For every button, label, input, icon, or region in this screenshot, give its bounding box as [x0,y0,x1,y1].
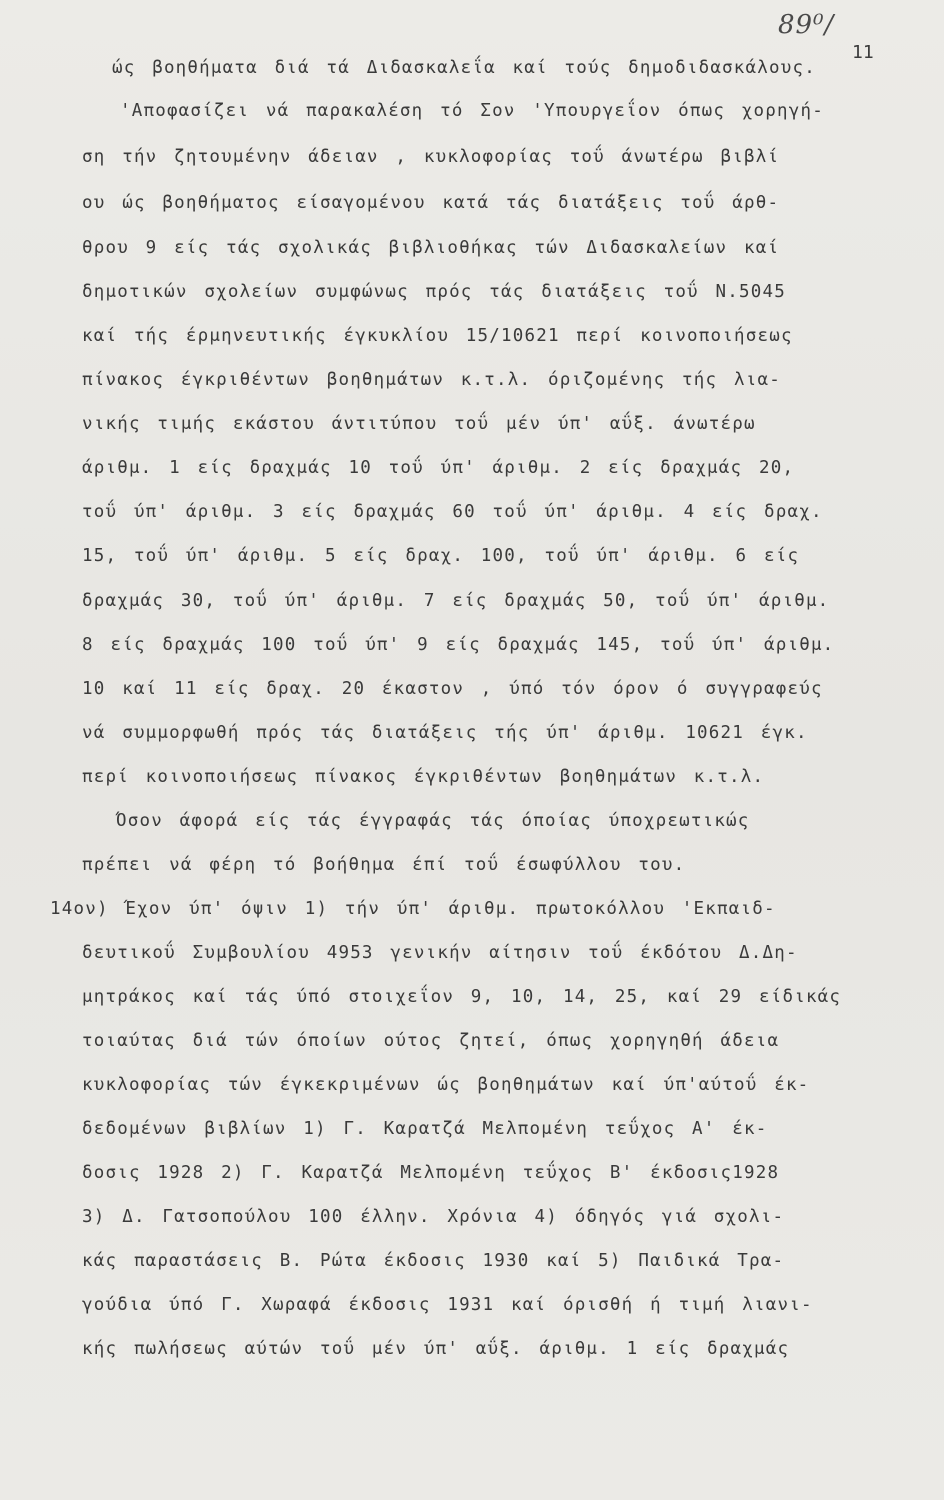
text-line: κυκλοφορίας τών έγκεκριμένων ώς βοηθημάτων καί ύπ'αύτοΰ έκ- [82,1075,810,1095]
text-line: νά συμμορφωθή πρός τάς διατάξεις τής ύπ' άριθμ. 10621 έγκ. [82,723,808,743]
text-line: πρέπει νά φέρη τό βοήθημα έπί τοΰ έσωφύλλου του. [82,855,686,875]
text-line: Όσον άφορά είς τάς έγγραφάς τάς όποίας ύποχρεωτικώς [116,811,750,831]
text-line: περί κοινοποιήσεως πίνακος έγκριθέντων βοηθημάτων κ.τ.λ. [82,767,765,787]
text-line: γούδια ύπό Γ. Χωραφά έκδοσις 1931 καί όρισθή ή τιμή λιανι- [82,1295,813,1315]
text-line: δοσις 1928 2) Γ. Καρατζά Μελπομένη τεΰχος Β' έκδοσις1928 [82,1163,780,1183]
text-line: τοΰ ύπ' άριθμ. 3 είς δραχμάς 60 τοΰ ύπ' άριθμ. 4 είς δραχ. [82,502,823,522]
text-line: δεδομένων βιβλίων 1) Γ. Καρατζά Μελπομένη τεΰχος Α' έκ- [82,1119,768,1139]
text-line: τοιαύτας διά τών όποίων ούτος ζητεί, όπως χορηγηθή άδεια [82,1031,780,1051]
text-line: νικής τιμής εκάστου άντιτύπου τοΰ μέν ύπ' αΰξ. άνωτέρω [82,414,756,434]
text-line: ου ώς βοηθήματος είσαγομένου κατά τάς διατάξεις τοΰ άρθ- [82,193,780,213]
text-line: δημοτικών σχολείων συμφώνως πρός τάς διατάξεις τοΰ Ν.5045 [82,282,786,302]
text-line: μητράκος καί τάς ύπό στοιχεΐον 9, 10, 14, 25, καί 29 είδικάς [82,987,842,1007]
handwritten-folio-number: 89⁰/ [778,10,835,40]
text-line: δραχμάς 30, τοΰ ύπ' άριθμ. 7 είς δραχμάς 50, τοΰ ύπ' άριθμ. [82,591,830,611]
text-line: 'Αποφασίζει νά παρακαλέση τό Σον 'Υπουργεΐον όπως χορηγή- [120,101,824,121]
text-line: κάς παραστάσεις Β. Ρώτα έκδοσις 1930 καί 5) Παιδικά Τρα- [82,1251,785,1271]
text-line: θρου 9 είς τάς σχολικάς βιβλιοθήκας τών Διδασκαλείων καί [82,238,780,258]
text-line: ώς βοηθήματα διά τά Διδασκαλεΐα καί τούς δημοδιδασκάλους. [112,58,816,78]
text-line: 10 καί 11 είς δραχ. 20 έκαστον , ύπό τόν όρον ό συγγραφεύς [82,679,823,699]
text-line: πίνακος έγκριθέντων βοηθημάτων κ.τ.λ. όριζομένης τής λια- [82,370,781,390]
text-line: δευτικοΰ Συμβουλίου 4953 γενικήν αίτησιν τοΰ έκδότου Δ.Δη- [82,943,798,963]
text-line: 15, τοΰ ύπ' άριθμ. 5 είς δραχ. 100, τοΰ ύπ' άριθμ. 6 είς [82,546,800,566]
text-line: 14ον) Έχον ύπ' όψιν 1) τήν ύπ' άριθμ. πρωτοκόλλου 'Εκπαιδ- [50,899,776,919]
text-line: 8 είς δραχμάς 100 τοΰ ύπ' 9 είς δραχμάς 145, τοΰ ύπ' άριθμ. [82,635,835,655]
text-line: 3) Δ. Γατσοπούλου 100 έλλην. Χρόνια 4) όδηγός γιά σχολι- [82,1207,785,1227]
text-line: κής πωλήσεως αύτών τοΰ μέν ύπ' αΰξ. άριθμ. 1 είς δραχμάς [82,1339,790,1359]
text-line: ση τήν ζητουμένην άδειαν , κυκλοφορίας τοΰ άνωτέρω βιβλί [82,147,780,167]
text-line: άριθμ. 1 είς δραχμάς 10 τοΰ ύπ' άριθμ. 2 είς δραχμάς 20, [82,458,795,478]
page-number: 11 [852,42,874,63]
text-line: καί τής έρμηνευτικής έγκυκλίου 15/10621 περί κοινοποιήσεως [82,326,793,346]
